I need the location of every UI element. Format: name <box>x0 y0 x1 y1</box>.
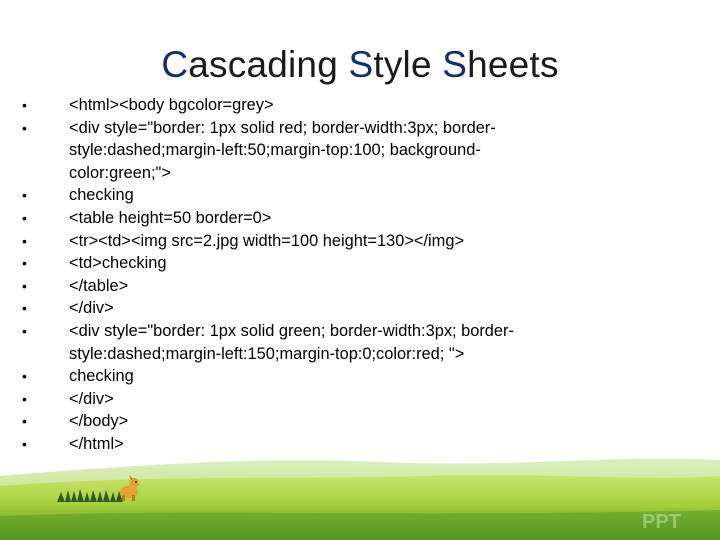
bullet-dot-icon: • <box>22 255 27 272</box>
bullet-line: <tr><td><img src=2.jpg width=100 height=130></img> <box>69 231 465 250</box>
bullet-dot-icon: • <box>22 277 27 294</box>
bullet-line: </body> <box>69 412 129 431</box>
bullet-line: </table> <box>69 276 129 295</box>
bullet-item <box>22 365 622 388</box>
bullet-item <box>22 297 622 320</box>
bullet-line: <div style="border: 1px solid green; border-width:3px; border- <box>69 321 514 340</box>
title-text-segment: ascading <box>188 44 349 85</box>
bullet-item <box>22 117 622 185</box>
bullet-item <box>22 94 622 117</box>
title-capital-letter: S <box>348 44 374 85</box>
bullet-line: color:green;"> <box>69 163 171 182</box>
slide-title <box>0 44 720 86</box>
bullet-line: <table height=50 border=0> <box>69 208 272 227</box>
bullet-dot-icon: • <box>22 368 27 385</box>
bullet-line: <div style="border: 1px solid red; border-width:3px; border- <box>69 118 496 137</box>
bullet-item <box>22 207 622 230</box>
bullet-item <box>22 320 622 365</box>
bullet-item <box>22 252 622 275</box>
bullet-item <box>22 275 622 298</box>
bullet-dot-icon: • <box>22 187 27 204</box>
bullet-dot-icon: • <box>22 413 27 430</box>
bullet-dot-icon: • <box>22 232 27 249</box>
bullet-item <box>22 410 622 433</box>
title-capital-letter: S <box>442 44 468 85</box>
bullet-item <box>22 184 622 207</box>
bullet-dot-icon: • <box>22 322 27 339</box>
bullet-line: checking <box>69 186 134 205</box>
bullet-line: </html> <box>69 434 124 453</box>
bullet-line: checking <box>69 367 134 386</box>
bullet-dot-icon: • <box>22 97 27 113</box>
title-text-segment: heets <box>467 44 559 85</box>
bullet-line: <td>checking <box>69 254 167 273</box>
dog-icon <box>117 474 141 502</box>
bullet-list <box>22 94 622 456</box>
title-text-segment: tyle <box>373 44 443 85</box>
bullet-dot-icon: • <box>22 209 27 226</box>
bullet-dot-icon: • <box>22 119 27 136</box>
bullet-item <box>22 388 622 411</box>
bullet-dot-icon: • <box>22 435 27 452</box>
bullet-line: <html><body bgcolor=grey> <box>69 96 274 114</box>
bullet-item <box>22 230 622 253</box>
svg-text:PPT: PPT <box>642 511 681 532</box>
bullet-dot-icon: • <box>22 390 27 407</box>
bullet-line: style:dashed;margin-left:50;margin-top:100; background- <box>69 141 481 160</box>
title-capital-letter: C <box>161 44 189 85</box>
bullet-line: style:dashed;margin-left:150;margin-top:0;color:red; "> <box>69 344 465 363</box>
watermark-logo-icon <box>640 510 706 532</box>
bullet-line: </div> <box>69 389 114 408</box>
bullet-line: </div> <box>69 299 114 318</box>
bullet-dot-icon: • <box>22 300 27 317</box>
